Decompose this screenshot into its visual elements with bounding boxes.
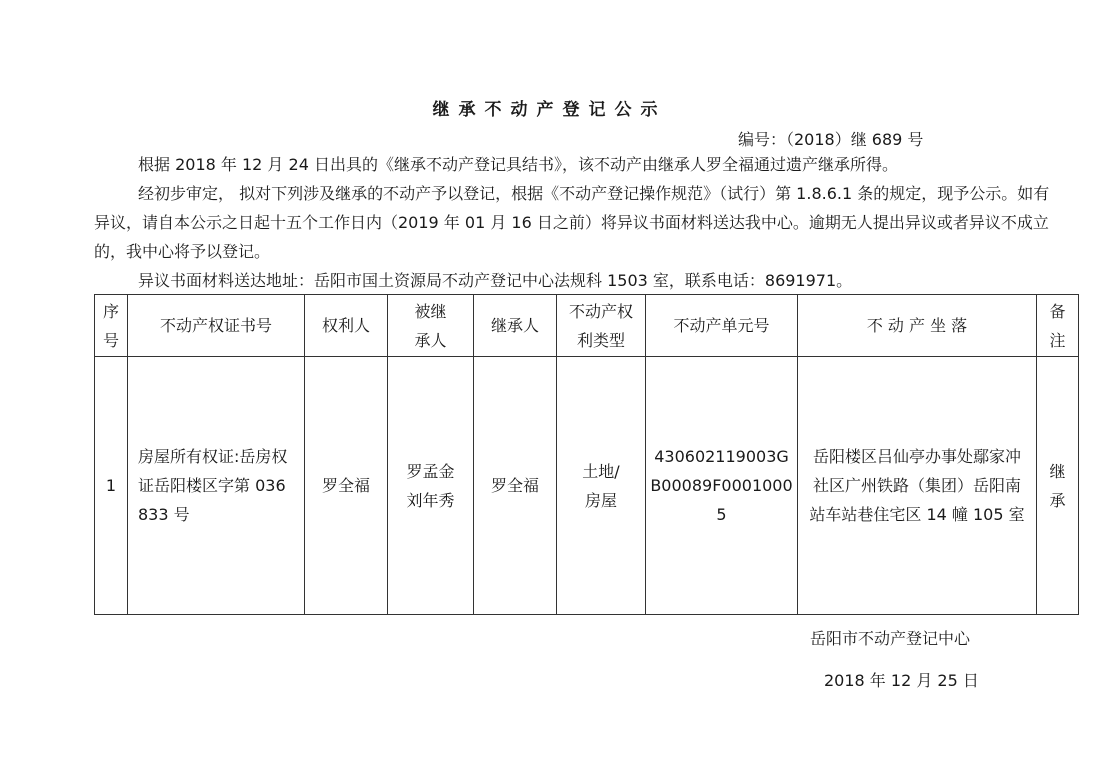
header-remark: 备注: [1037, 295, 1079, 357]
notice-title: 继承不动产登记公示: [432, 100, 667, 120]
cell-seq: 1: [95, 357, 128, 615]
header-right-holder: 权利人: [305, 295, 388, 357]
cell-unit-no: 430602119003GB00089F00010005: [646, 357, 798, 615]
cell-right-holder: 罗全福: [305, 357, 388, 615]
paragraph-intro: 根据 2018 年 12 月 24 日出具的《继承不动产登记具结书》，该不动产由继承人罗全福通过遗产继承所得。: [138, 155, 898, 174]
cell-heir: 罗全福: [474, 357, 557, 615]
issuer-signature: 岳阳市不动产登记中心: [810, 629, 971, 648]
cell-remark: 继承: [1037, 357, 1079, 615]
header-certificate-no: 不动产权证书号: [128, 295, 305, 357]
header-decedent: 被继承人: [388, 295, 474, 357]
paragraph-objection-notice: 经初步审定， 拟对下列涉及继承的不动产予以登记，根据《不动产登记操作规范》（试行）第 1.8.6.1 条的规定，现予公示。如有异议，请自本公示之日起十五个工作日内（2019 年 01 月 16 日之前）将异议书面材料送达我中心。逾期无人提出异议或者异议不成立的，我中心将予以登记。: [94, 184, 1050, 261]
header-location: 不 动 产 坐 落: [798, 295, 1037, 357]
cell-right-type: 土地/房屋: [557, 357, 646, 615]
header-seq: 序号: [95, 295, 128, 357]
cell-decedent: 罗孟金刘年秀: [388, 357, 474, 615]
header-unit-no: 不动产单元号: [646, 295, 798, 357]
registration-table: [94, 294, 1079, 615]
table-row: [95, 357, 1079, 615]
cell-certificate-no: 房屋所有权证:岳房权证岳阳楼区字第 036833 号: [128, 357, 305, 615]
issue-date: 2018 年 12 月 25 日: [824, 671, 979, 690]
header-heir: 继承人: [474, 295, 557, 357]
paragraph-objection-address: 异议书面材料送达地址：岳阳市国土资源局不动产登记中心法规科 1503 室，联系电话：8691971。: [138, 271, 853, 290]
header-right-type: 不动产权利类型: [557, 295, 646, 357]
table-header-row: [95, 295, 1079, 357]
document-number: 编号：（2018）继 689 号: [738, 130, 924, 149]
cell-location: 岳阳楼区吕仙亭办事处鄢家冲社区广州铁路（集团）岳阳南站车站巷住宅区 14 幢 105 室: [798, 357, 1037, 615]
